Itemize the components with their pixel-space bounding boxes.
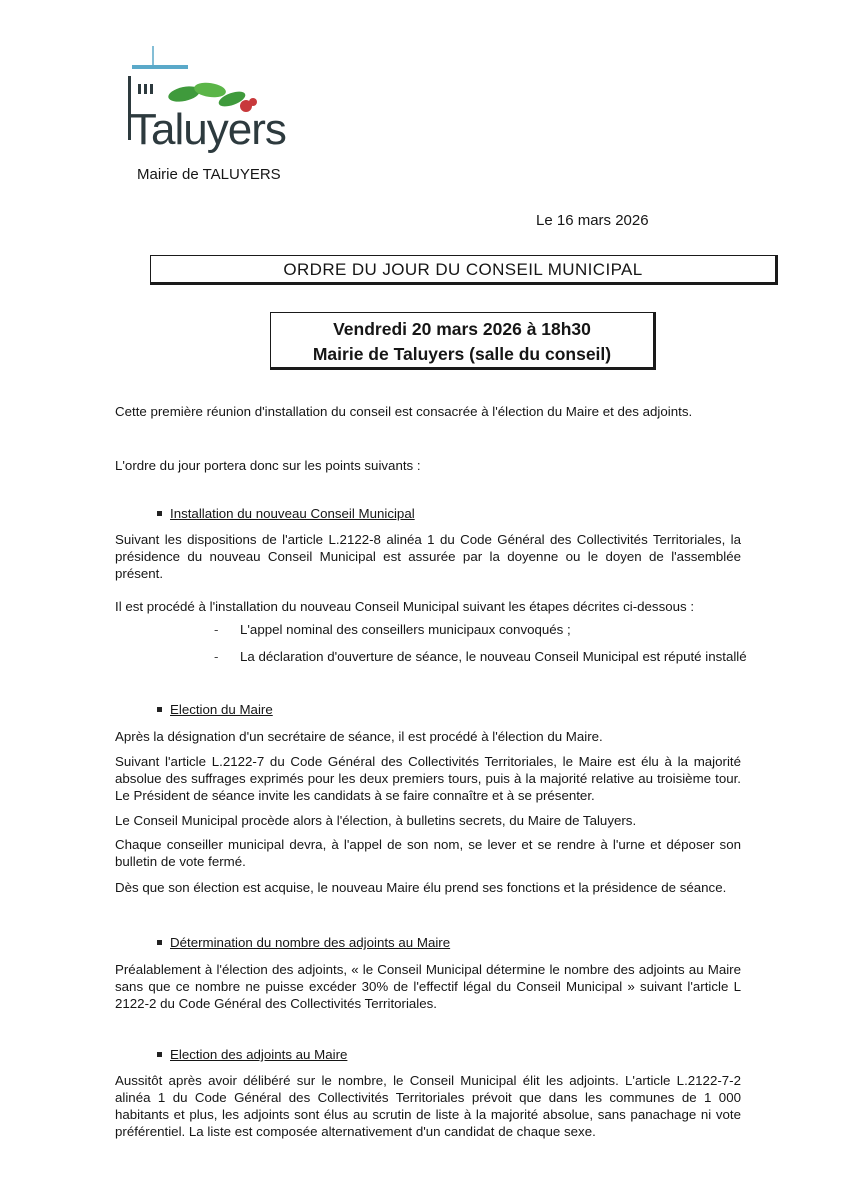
paragraph: Le Conseil Municipal procède alors à l'élection, à bulletins secrets, du Maire de Taluyers. (115, 813, 637, 828)
paragraph: Il est procédé à l'installation du nouveau Conseil Municipal suivant les étapes décrites ci-dessous : (115, 599, 695, 614)
paragraph: Après la désignation d'un secrétaire de séance, il est procédé à l'élection du Maire. (115, 729, 603, 744)
dash-icon: - (214, 649, 219, 664)
page-title: ORDRE DU JOUR DU CONSEIL MUNICIPAL (150, 255, 778, 285)
bullet-icon (157, 940, 162, 945)
section-heading-installation: Installation du nouveau Conseil Municipal (157, 505, 415, 522)
list-item: - L'appel nominal des conseillers municipaux convoqués ; (214, 622, 571, 637)
paragraph: Chaque conseiller municipal devra, à l'appel de son nom, se lever et se rendre à l'urne et déposer son bulletin de vote fermé. (115, 837, 741, 869)
document-date: Le 16 mars 2026 (536, 212, 649, 229)
list-item: - La déclaration d'ouverture de séance, le nouveau Conseil Municipal est réputé installé (214, 649, 747, 664)
section-heading-election-maire: Election du Maire (157, 701, 273, 718)
meeting-location: Mairie de Taluyers (salle du conseil) (312, 344, 612, 364)
paragraph: Aussitôt après avoir délibéré sur le nombre, le Conseil Municipal élit les adjoints. L'article L.2122-7-2 alinéa 1 du Code Général des Collectivités Territoriales prévoit que dans les communes de 1 000 habitants et plus, les adjoints sont élus au scrutin de liste à la majorité absolue, sans panachage ni vote préférentiel. La liste est composée alternativement d'un candidat de chaque sexe. (115, 1073, 741, 1139)
meeting-datetime: Vendredi 20 mars 2026 à 18h30 (333, 319, 591, 339)
bullet-icon (157, 511, 162, 516)
paragraph: Dès que son élection est acquise, le nouveau Maire élu prend ses fonctions et la présidence de séance. (115, 880, 727, 895)
intro-paragraph: Cette première réunion d'installation du conseil est consacrée à l'élection du Maire et des adjoints. (115, 404, 693, 419)
dash-icon: - (214, 622, 219, 637)
bullet-icon (157, 707, 162, 712)
section-heading-nombre-adjoints: Détermination du nombre des adjoints au Maire (157, 934, 450, 951)
paragraph: Suivant les dispositions de l'article L.2122-8 alinéa 1 du Code Général des Collectivités Territoriales, la présidence du nouveau Conseil Municipal est assurée par la doyenne ou le doyen de l'assemblée présent. (115, 532, 741, 581)
bullet-icon (157, 1052, 162, 1057)
taluyers-logo (124, 44, 294, 162)
mairie-name: Mairie de TALUYERS (137, 166, 281, 183)
paragraph: Suivant l'article L.2122-7 du Code Général des Collectivités Territoriales, le Maire est élu à la majorité absolue des suffrages exprimés pour les deux premiers tours, puis à la majorité relative au troisième tour. Le Président de séance invite les candidats à se faire connaître et à se présenter. (115, 754, 741, 803)
section-heading-election-adjoints: Election des adjoints au Maire (157, 1046, 347, 1063)
meeting-info-box (270, 312, 656, 370)
logo-text: Taluyers (130, 105, 286, 154)
intro-agenda-line: L'ordre du jour portera donc sur les points suivants : (115, 458, 421, 473)
paragraph: Préalablement à l'élection des adjoints, « le Conseil Municipal détermine le nombre des adjoints au Maire sans que ce nombre ne puisse excéder 30% de l'effectif légal du Conseil Municipal » suivant l'article L 2122-2 du Code Général des Collectivités Territoriales. (115, 962, 741, 1011)
